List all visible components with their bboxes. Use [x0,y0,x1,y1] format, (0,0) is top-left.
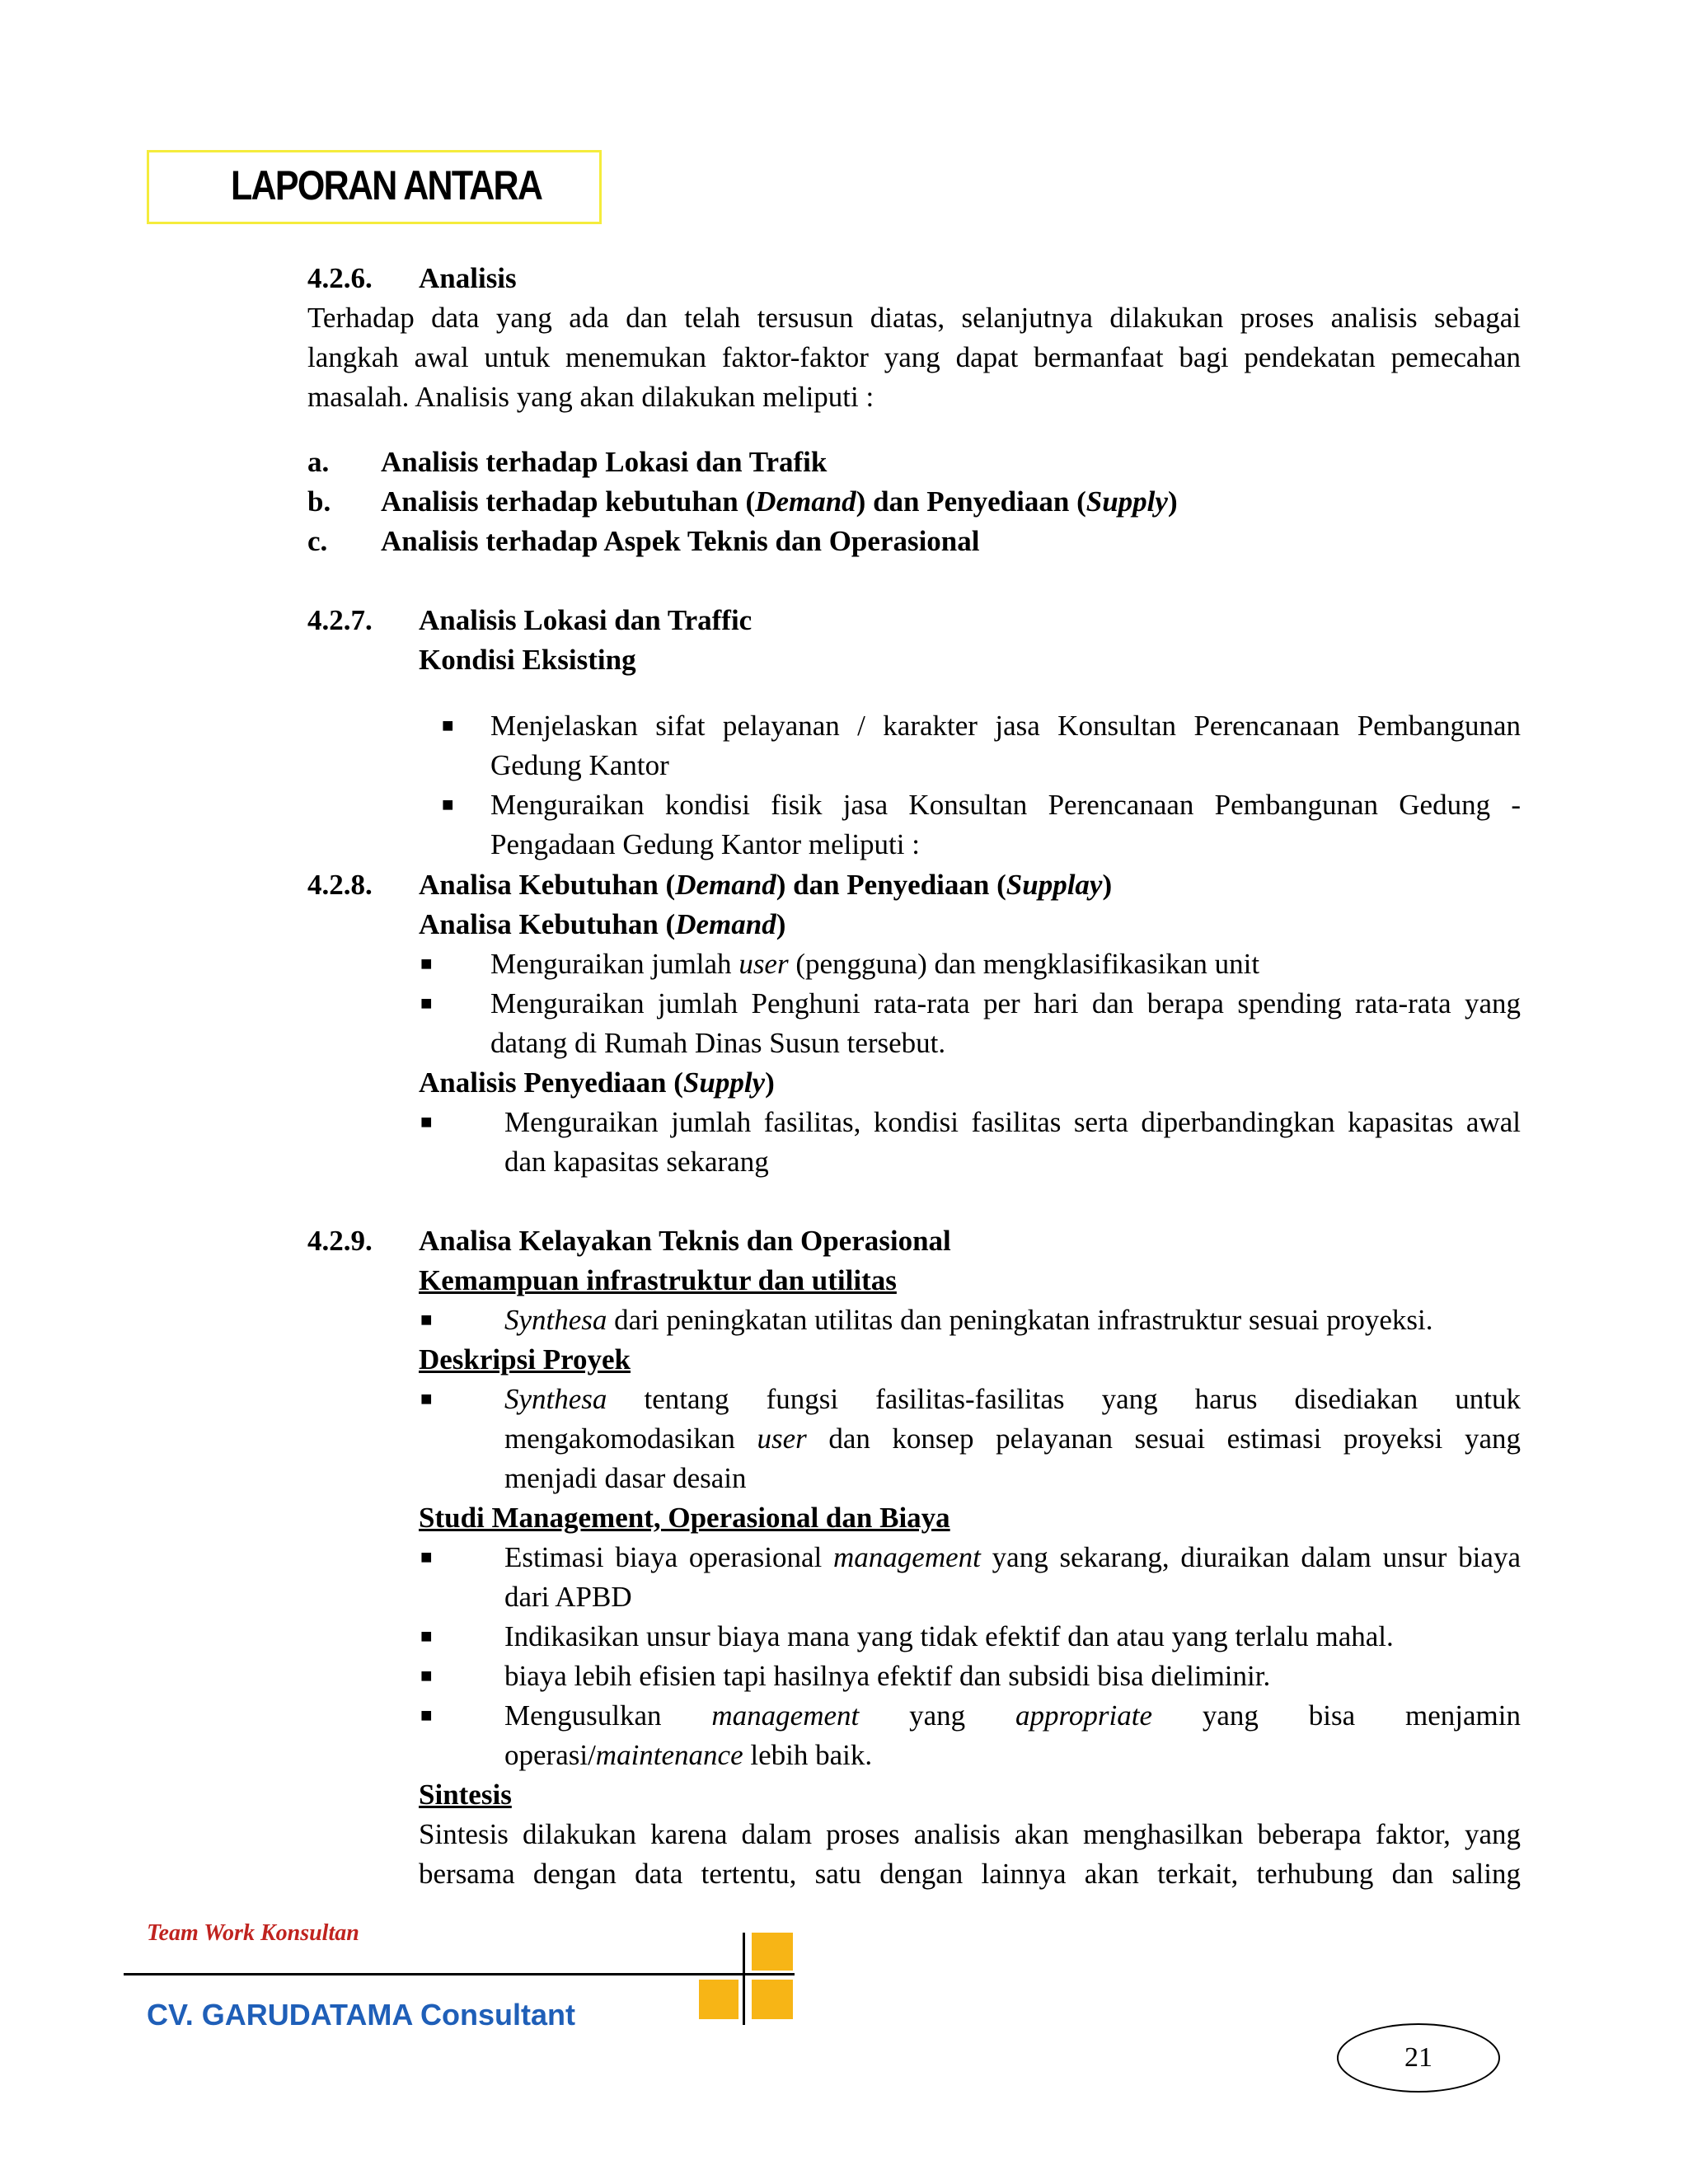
text-span: lebih baik. [743,1739,873,1771]
text-span: yang bisa menjamin [1151,1699,1521,1732]
footer-divider [124,1973,795,1975]
text-span: maintenance [595,1739,743,1771]
footer-logo-divider [743,1933,745,2025]
section-number-426: 4.2.6. [307,262,373,294]
list-label-c: c. [307,525,328,557]
list-item-b [381,482,1178,522]
bullet-icon: ■ [420,1547,433,1568]
paragraph-line: Terhadap data yang ada dan telah tersusun diatas, selanjutnya dilakukan proses analisis sebagai [307,302,1521,334]
text-span: ) [1167,485,1178,518]
text-span: ) [765,1066,775,1099]
text-span: Demand [675,908,776,940]
bullet-text: Menjelaskan sifat pelayanan / karakter jasa Konsultan Perencanaan Pembangunan [490,710,1521,742]
bullet-icon: ■ [442,715,454,737]
text-span: (pengguna) dan mengklasifikasikan unit [788,948,1260,980]
logo-square [752,1933,793,1971]
list-label-a: a. [307,446,330,478]
bullet-text [504,1736,872,1775]
bullet-icon: ■ [420,1112,433,1133]
bullet-text: menjadi dasar desain [504,1462,747,1494]
text-span: Supply [682,1066,766,1099]
text-span: tentang fungsi fasilitas-fasilitas yang harus disediakan untuk [607,1383,1521,1415]
bullet-icon: ■ [420,1310,433,1331]
bullet-text: Menguraikan jumlah Penghuni rata-rata per hari dan berapa spending rata-rata yang [490,987,1521,1019]
text-span: Analisis Penyediaan ( [419,1066,683,1099]
subsection-title: Kemampuan infrastruktur dan utilitas [419,1264,897,1296]
text-span: management [711,1699,860,1732]
text-span: Analisa Kebutuhan ( [419,869,676,901]
bullet-icon: ■ [420,1666,433,1687]
text-span: Mengusulkan [504,1699,712,1732]
text-span: yang [859,1699,1016,1732]
text-span: Supply [1085,485,1168,518]
text-span: ) [776,908,786,940]
paragraph-line: bersama dengan data tertentu, satu dengan lainnya akan terkait, terhubung dan saling [419,1858,1521,1890]
bullet-text [504,1380,1521,1419]
text-span: Estimasi biaya operasional [504,1541,834,1573]
text-span: yang sekarang, diuraikan dalam unsur biaya [980,1541,1521,1573]
logo-square [699,1980,738,2019]
list-item-a: Analisis terhadap Lokasi dan Trafik [381,446,828,478]
subsection-title: Studi Management, Operasional dan Biaya [419,1502,950,1534]
document-title: LAPORAN ANTARA [231,162,542,209]
bullet-text [504,1538,1521,1577]
text-span: Supplay [1006,869,1103,901]
bullet-icon: ■ [420,1626,433,1647]
section-number-429: 4.2.9. [307,1225,373,1257]
text-span: Demand [755,485,856,518]
logo-square [752,1980,793,2019]
bullet-text: datang di Rumah Dinas Susun tersebut. [490,1027,946,1059]
section-title-428 [419,865,1112,905]
bullet-text: dan kapasitas sekarang [504,1146,769,1178]
bullet-icon: ■ [420,1389,433,1410]
bullet-text [490,944,1259,984]
bullet-icon: ■ [420,1705,433,1727]
bullet-text: dari APBD [504,1581,632,1613]
section-number-428: 4.2.8. [307,869,373,901]
text-span: appropriate [1015,1699,1152,1732]
bullet-icon: ■ [420,993,433,1015]
bullet-text [504,1301,1433,1340]
text-span: user [738,948,789,980]
section-title-429: Analisa Kelayakan Teknis dan Operasional [419,1225,951,1257]
section-title-426: Analisis [419,262,517,294]
footer-company-name: CV. GARUDATAMA Consultant [147,1998,575,2032]
subsection-title [419,905,785,944]
bullet-icon: ■ [420,954,433,975]
section-title-427: Analisis Lokasi dan Traffic [419,604,753,636]
text-span: dari peningkatan utilitas dan peningkatan infrastruktur sesuai proyeksi. [607,1304,1433,1336]
text-span: Demand [675,869,776,901]
bullet-text: Pengadaan Gedung Kantor meliputi : [490,828,920,860]
text-span: user [757,1422,807,1455]
text-span: mengakomodasikan [504,1422,757,1455]
bullet-text [504,1696,1521,1736]
subsection-title: Sintesis [419,1779,512,1811]
section-number-427: 4.2.7. [307,604,373,636]
text-span: Synthesa [504,1383,607,1415]
page-number [1337,2023,1500,2093]
bullet-text: Indikasikan unsur biaya mana yang tidak efektif dan atau yang terlalu mahal. [504,1620,1394,1652]
list-item-c: Analisis terhadap Aspek Teknis dan Operasional [381,525,980,557]
text-span: Analisa Kebutuhan ( [419,908,676,940]
paragraph-line: Sintesis dilakukan karena dalam proses analisis akan menghasilkan beberapa faktor, yang [419,1818,1521,1850]
text-span: dan konsep pelayanan sesuai estimasi proyeksi yang [806,1422,1521,1455]
footer-team-text: Team Work Konsultan [147,1920,359,1946]
page-number-text: 21 [1404,2042,1432,2073]
bullet-text: biaya lebih efisien tapi hasilnya efektif dan subsidi bisa dieliminir. [504,1660,1271,1692]
text-span: ) dan Penyediaan ( [776,869,1006,901]
list-label-b: b. [307,485,331,518]
bullet-text [504,1419,1521,1459]
text-span: management [833,1541,981,1573]
text-span: ) dan Penyediaan ( [856,485,1086,518]
subsection-title: Deskripsi Proyek [419,1343,631,1376]
subsection-title [419,1063,775,1103]
text-span: ) [1102,869,1113,901]
text-span: Menguraikan jumlah [490,948,739,980]
paragraph-line: langkah awal untuk menemukan faktor-faktor yang dapat bermanfaat bagi pendekatan pemecahan [307,341,1521,373]
paragraph-line: masalah. Analisis yang akan dilakukan meliputi : [307,381,874,413]
bullet-icon: ■ [442,794,454,816]
text-span: Synthesa [504,1304,607,1336]
bullet-text: Menguraikan jumlah fasilitas, kondisi fasilitas serta diperbandingkan kapasitas awal [504,1106,1521,1138]
text-span: operasi/ [504,1739,596,1771]
text-span: Analisis terhadap kebutuhan ( [381,485,756,518]
subsection-title: Kondisi Eksisting [419,644,636,676]
bullet-text: Gedung Kantor [490,749,669,781]
bullet-text: Menguraikan kondisi fisik jasa Konsultan Perencanaan Pembangunan Gedung - [490,789,1521,821]
